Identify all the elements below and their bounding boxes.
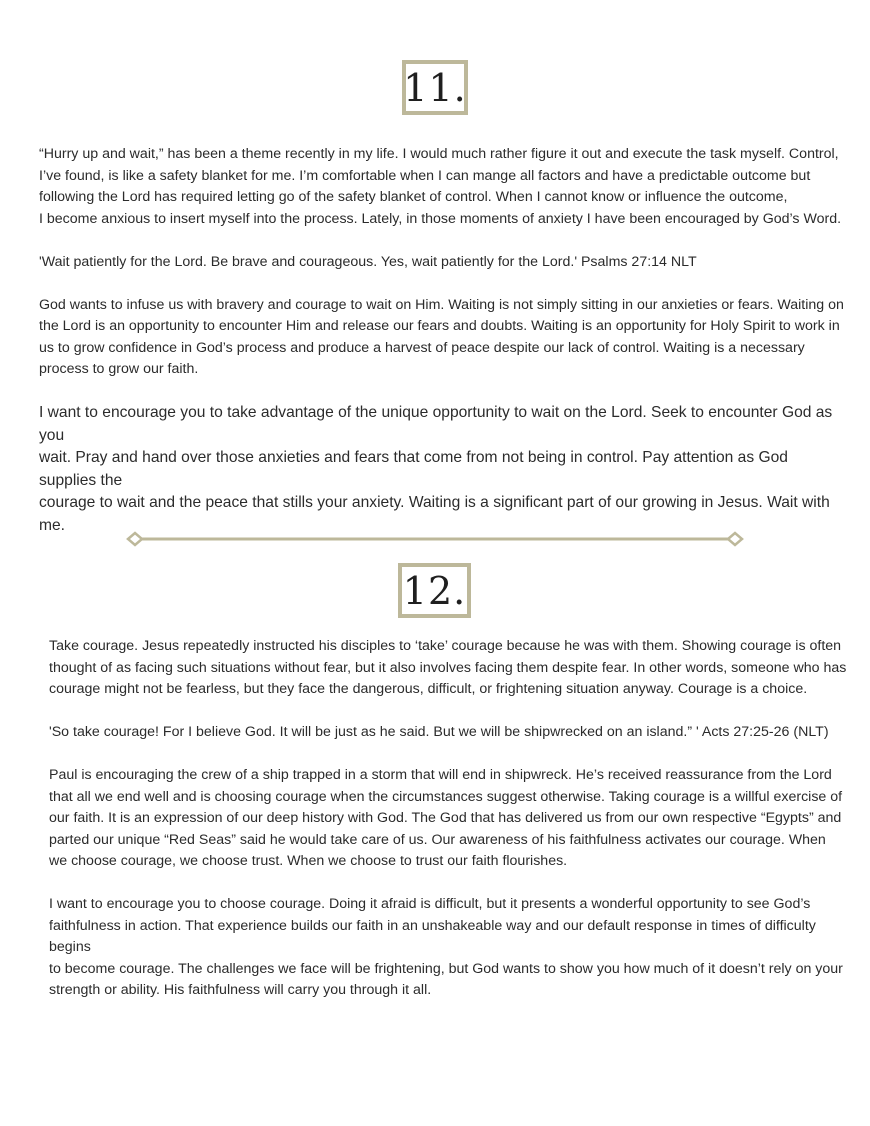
section-number-12: 12. bbox=[398, 563, 471, 618]
paragraph: Paul is encouraging the crew of a ship trapped in a storm that will end in shipwreck. He’s received reassurance from the Lord that all we end well and is choosing courage when the circumstances suggest otherwise. Taking courage is a willful exercise of our faith. It is an expression of our deep history with God. The God that has delivered us from our own respective “Egypts” and parted our unique “Red Seas” said he would take care of us. Our awareness of his faithfulness activates our courage. When we choose courage, we choose trust. When we choose to trust our faith flourishes. bbox=[49, 767, 843, 869]
scripture-quote: 'Wait patiently for the Lord. Be brave and courageous. Yes, wait patiently for the Lord.' Psalms 27:14 NLT bbox=[39, 253, 697, 270]
paragraph: “Hurry up and wait,” has been a theme recently in my life. I would much rather figure it out and execute the task myself. Control, I’ve found, is like a safety blanket for me. I’m comfortable when I can mange all factors and have a predictable outcome but following the Lord has required letting go of the safety blanket of control. When I cannot know or influence the outcome, I become anxious to insert myself into the process. Lately, in those moments of anxiety I have been encouraged by God’s Word. bbox=[39, 146, 842, 227]
divider-diamond-left bbox=[128, 533, 142, 545]
paragraph: I want to encourage you to choose courage. Doing it afraid is difficult, but it presents a wonderful opportunity to see God’s faithfulness in action. That experience builds our faith in an unshakeable way and our default response in times of difficulty begins to become courage. The challenges we face will be frightening, but God wants to show you how much of it doesn’t rely on your strength or ability. His faithfulness will carry you through it all. bbox=[49, 896, 843, 998]
paragraph: God wants to infuse us with bravery and courage to wait on Him. Waiting is not simply sitting in our anxieties or fears. Waiting on the Lord is an opportunity to encounter Him and release our fears and doubts. Waiting is an opportunity for Holy Spirit to work in us to grow confidence in God’s process and produce a harvest of peace despite our lack of control. Waiting is a necessary process to grow our faith. bbox=[39, 296, 844, 377]
section-divider bbox=[126, 530, 744, 548]
section-11-body bbox=[39, 144, 844, 537]
scripture-quote: 'So take courage! For I believe God. It will be just as he said. But we will be shipwrecked on an island.” ' Acts 27:25-26 (NLT) bbox=[49, 724, 829, 740]
divider-diamond-right bbox=[728, 533, 742, 545]
paragraph: Take courage. Jesus repeatedly instructed his disciples to ‘take’ courage because he was with them. Showing courage is often thought of as facing such situations without fear, but it also involves facing them despite fear. In other words, someone who has courage might not be fearless, but they face the dangerous, difficult, or frightening situation anyway. Courage is a choice. bbox=[49, 638, 847, 697]
section-12-body bbox=[49, 636, 854, 1002]
section-number-11: 11. bbox=[402, 60, 468, 115]
paragraph: I want to encourage you to take advantage of the unique opportunity to wait on the Lord. Seek to encounter God as you wait. Pray and hand over those anxieties and fears that come from not being in control. Pay attention as God supplies the courage to wait and the peace that stills your anxiety. Waiting is a significant part of our growing in Jesus. Wait with me. bbox=[39, 404, 833, 534]
